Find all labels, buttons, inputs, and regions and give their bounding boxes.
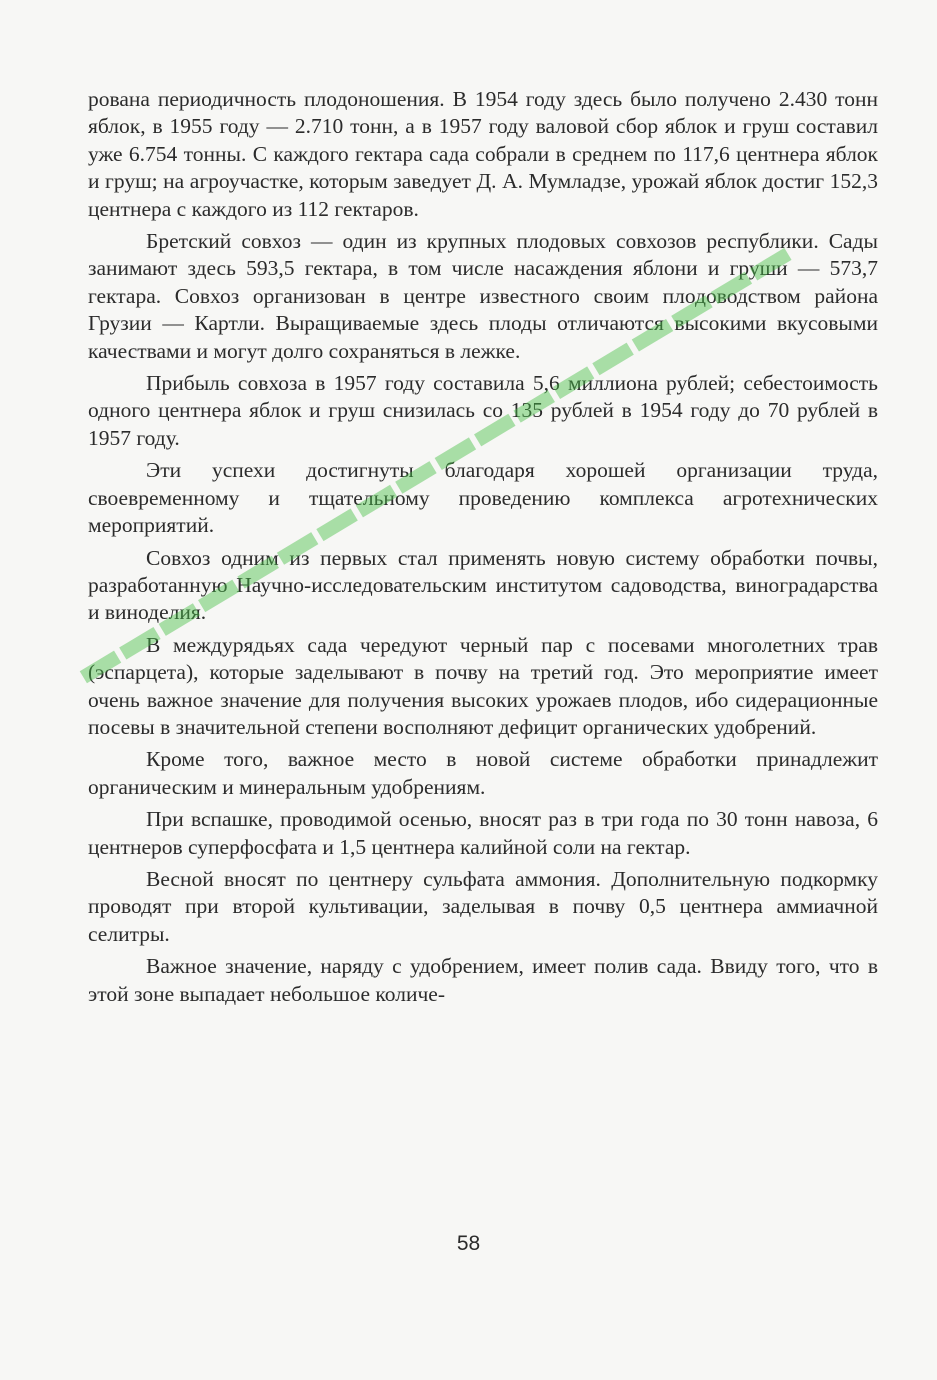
page-number: 58 — [456, 1232, 481, 1255]
paragraph-10: Важное значение, наряду с удобрением, имеет полив сада. Ввиду того, что в этой зоне выпадает небольшое количе- — [88, 954, 878, 1006]
paragraph-2: Бретский совхоз — один из крупных плодовых совхозов республики. Сады занимают здесь 593,5 гектара, в том числе насаждения яблони и груши — 573,7 гектара. Совхоз организован в центре известного своим плодоводством района Грузии — Картли. Выращиваемые здесь плоды отличаются высокими вкусовыми качествами и могут долго сохраняться в лежке. — [88, 229, 878, 363]
paragraph-1: рована периодичность плодоношения. В 1954 году здесь было получено 2.430 тонн яблок, в 1955 году — 2.710 тонн, а в 1957 году валовой сбор яблок и груш составил уже 6.754 тонны. С каждого гектара сада собрали в среднем по 117,6 центнера яблок и груш; на агроучастке, которым заведует Д. А. Мумладзе, урожай яблок достиг 152,3 центнера с каждого из 112 гектаров. — [88, 87, 878, 221]
paragraph-5: Совхоз одним из первых стал применять новую систему обработки почвы, разработанную Научно-исследовательским институтом садоводства, виноградарства и виноделия. — [88, 545, 878, 625]
paragraph-8: При вспашке, проводимой осенью, вносят раз в три года по 30 тонн навоза, 6 центнеров суперфосфата и 1,5 центнера калийной соли на гектар. — [88, 807, 878, 859]
paragraph-6: В междурядьях сада чередуют черный пар с посевами многолетних трав (эспарцета), которые заделывают в почву на третий год. Это мероприятие имеет очень важное значение для получения высоких урожаев плодов, ибо сидерационные посевы в значительной степени восполняют дефицит органических удобрений. — [88, 632, 878, 739]
paragraph-9: Весной вносят по центнеру сульфата аммония. Дополнительную подкормку проводят при второй культивации, заделывая в почву 0,5 центнера аммиачной селитры. — [88, 866, 878, 946]
paragraph-7: Кроме того, важное место в новой системе обработки принадлежит органическим и минеральным удобрениям. — [88, 747, 878, 799]
body-text — [88, 86, 878, 1013]
paragraph-3: Прибыль совхоза в 1957 году составила 5,6 миллиона рублей; себестоимость одного центнера яблок и груш снизилась со 135 рублей в 1954 году до 70 рублей в 1957 году. — [88, 371, 878, 450]
paragraph-4: Эти успехи достигнуты благодаря хорошей организации труда, своевременному и тщательному проведению комплекса агротехнических мероприятий. — [88, 458, 878, 538]
